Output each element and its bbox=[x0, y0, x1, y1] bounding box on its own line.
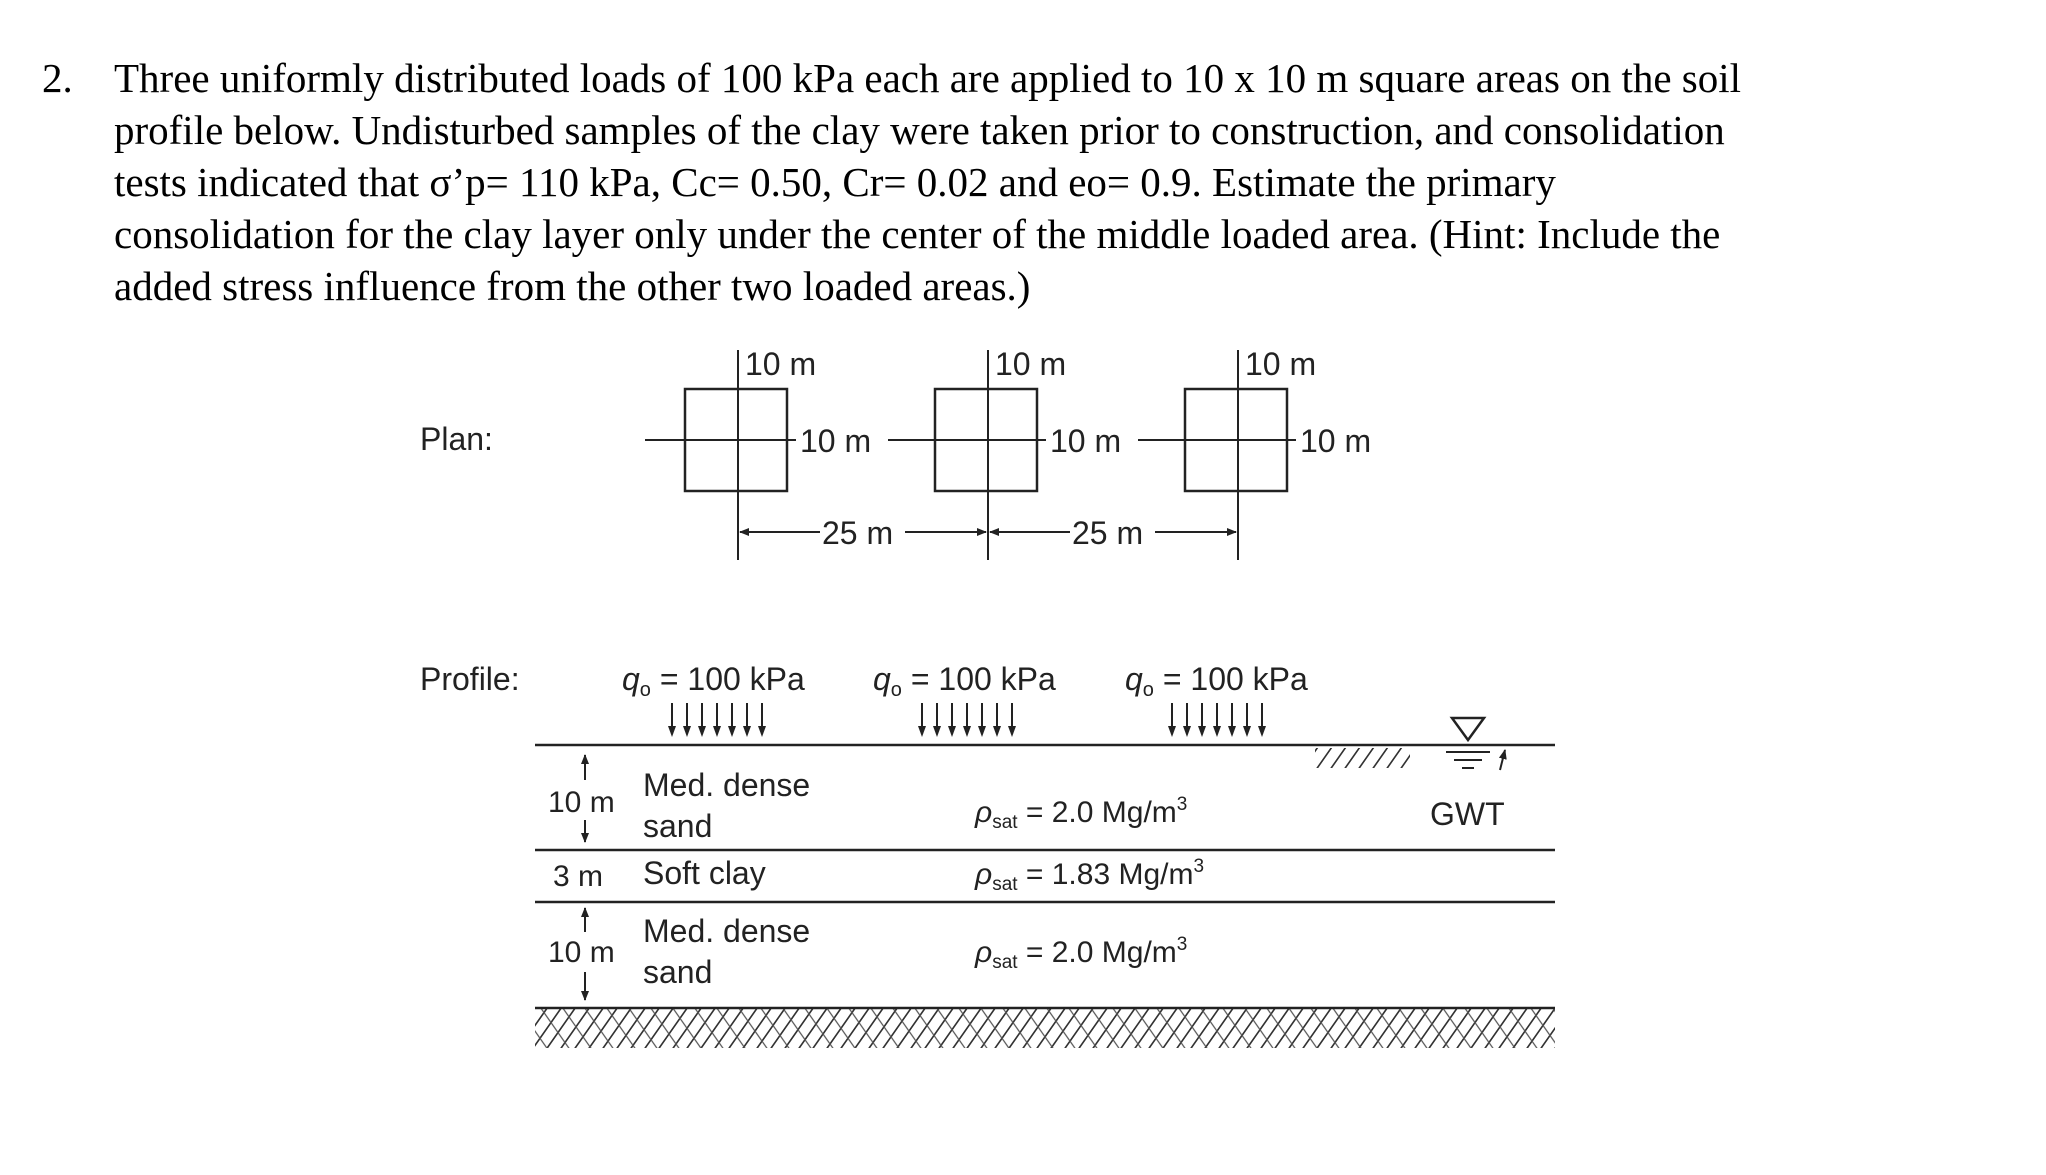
layer3-density: $\rho_{sat} = 2.0$ $Mg/m^3$ bbox=[975, 934, 1188, 973]
problem-line-2: profile below. Undisturbed samples of the clay were taken prior to construction, and consolidation bbox=[114, 107, 1725, 153]
plan-gap-label-1: 10 m bbox=[800, 423, 872, 459]
load-arrow-head bbox=[978, 726, 986, 737]
load-arrow-head bbox=[668, 726, 676, 737]
problem-line-1: Three uniformly distributed loads of 100 kPa each are applied to 10 x 10 m square areas on the soil bbox=[114, 55, 1742, 101]
plan-width-label-right: 10 m bbox=[1245, 346, 1317, 382]
layer2-density: $\rho_{sat} = 1.83$ $Mg/m^3$ bbox=[975, 856, 1205, 895]
layer3-thickness: 10 m bbox=[548, 936, 615, 969]
plan-spacing-label-2: 25 m bbox=[1072, 515, 1144, 551]
surface-hatch bbox=[1315, 748, 1410, 768]
layer3-name-line2: sand bbox=[643, 954, 713, 990]
load-label-middle: qo = 100 kPa bbox=[873, 661, 1056, 701]
layer1-thickness: 10 m bbox=[548, 786, 615, 819]
layer1-name-line2: sand bbox=[643, 808, 713, 844]
plan-gap-label-2: 10 m bbox=[1050, 423, 1122, 459]
load-arrow-head bbox=[698, 726, 706, 737]
load-arrows-left bbox=[668, 703, 766, 737]
layer3-name-line1: Med. dense bbox=[643, 913, 811, 949]
plan-width-label-left: 10 m bbox=[745, 346, 817, 382]
load-arrow-head bbox=[1183, 726, 1191, 737]
load-arrow-head bbox=[1228, 726, 1236, 737]
load-arrow-head bbox=[1243, 726, 1251, 737]
load-arrow-head bbox=[918, 726, 926, 737]
gwt-triangle-icon bbox=[1452, 718, 1484, 740]
layer2-thickness: 3 m bbox=[553, 860, 604, 893]
bedrock-hatch-cross bbox=[535, 1008, 1555, 1048]
plan-gap-label-3: 10 m bbox=[1300, 423, 1372, 459]
profile-label: Profile: bbox=[420, 661, 520, 697]
problem-line-3: tests indicated that σ’p= 110 kPa, Cc= 0.50, Cr= 0.02 and eo= 0.9. Estimate the primary bbox=[114, 159, 1556, 205]
load-arrow-head bbox=[1008, 726, 1016, 737]
load-arrow-head bbox=[1213, 726, 1221, 737]
problem-line-5: added stress influence from the other two loaded areas.) bbox=[114, 263, 1031, 309]
plan-spacing-label-1: 25 m bbox=[822, 515, 894, 551]
load-arrows-right bbox=[1168, 703, 1266, 737]
load-label-left: qo = 100 kPa bbox=[622, 661, 805, 701]
plan-label: Plan: bbox=[420, 421, 493, 457]
load-arrow-head bbox=[933, 726, 941, 737]
load-arrows-middle bbox=[918, 703, 1016, 737]
layer1-name-line1: Med. dense bbox=[643, 767, 811, 803]
load-arrow-head bbox=[743, 726, 751, 737]
layer2-name: Soft clay bbox=[643, 855, 766, 891]
load-arrow-head bbox=[1258, 726, 1266, 737]
load-arrow-head bbox=[948, 726, 956, 737]
load-arrow-head bbox=[993, 726, 1001, 737]
load-arrow-head bbox=[683, 726, 691, 737]
load-arrow-head bbox=[1168, 726, 1176, 737]
plan-width-label-middle: 10 m bbox=[995, 346, 1067, 382]
gwt-arrow bbox=[1500, 750, 1505, 770]
load-label-right: qo = 100 kPa bbox=[1125, 661, 1308, 701]
load-arrow-head bbox=[713, 726, 721, 737]
layer1-density: $\rho_{sat} = 2.0$ $Mg/m^3$ bbox=[975, 794, 1188, 833]
load-arrow-head bbox=[728, 726, 736, 737]
problem-number: 2. bbox=[42, 55, 73, 101]
gwt-label: GWT bbox=[1430, 796, 1505, 832]
load-arrow-head bbox=[963, 726, 971, 737]
load-arrow-head bbox=[1198, 726, 1206, 737]
load-arrow-head bbox=[758, 726, 766, 737]
problem-line-4: consolidation for the clay layer only under the center of the middle loaded area. (Hint: Include the bbox=[114, 211, 1721, 257]
